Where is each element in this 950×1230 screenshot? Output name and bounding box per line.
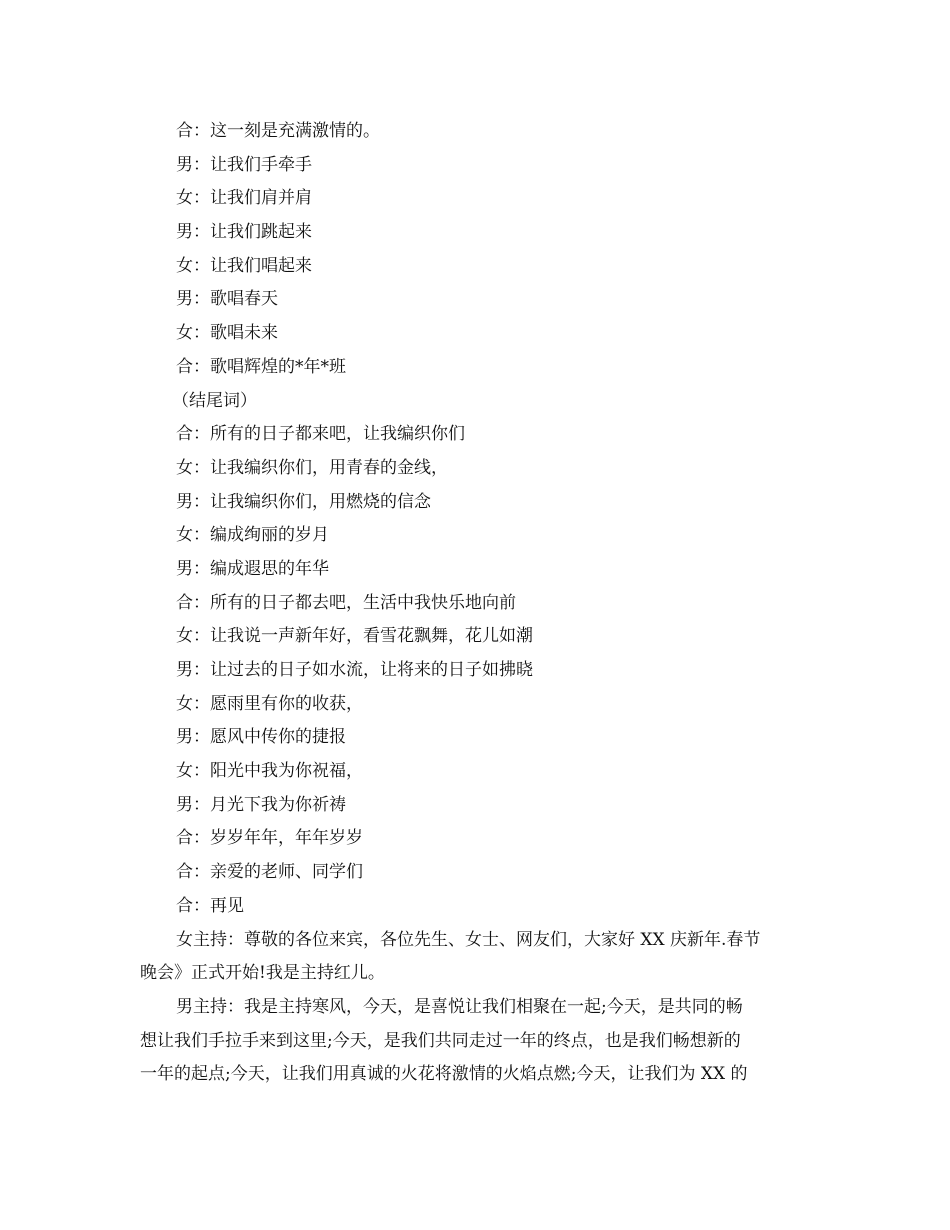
script-line: 男：编成遐思的年华 [176, 558, 329, 579]
script-line: 合：亲爱的老师、同学们 [176, 862, 363, 883]
paragraph-line: 晚会》正式开始!我是主持红儿。 [140, 963, 385, 984]
script-line: 女：让我说一声新年好，看雪花飘舞，花儿如潮 [176, 626, 533, 647]
paragraph-line: 想让我们手拉手来到这里;今天，是我们共同走过一年的终点，也是我们畅想新的 [140, 1030, 741, 1051]
script-line: 女：阳光中我为你祝福， [176, 761, 363, 782]
host-paragraph [140, 991, 816, 1092]
script-line: 合：这一刻是充满激情的。 [176, 121, 380, 141]
script-line: 男：月光下我为你祈祷 [176, 794, 346, 815]
script-line: 合：所有的日子都来吧，让我编织你们 [176, 424, 465, 445]
script-line: 合：再见 [176, 895, 244, 916]
script-line: 女：编成绚丽的岁月 [176, 525, 329, 546]
paragraph-line: 一年的起点;今天，让我们用真诚的火花将激情的火焰点燃;今天，让我们为 XX 的 [140, 1064, 748, 1085]
script-line: 女：愿雨里有你的收获， [176, 693, 363, 714]
script-line: 男：愿风中传你的捷报 [176, 727, 346, 748]
host-paragraph [140, 924, 816, 991]
script-line: 合：歌唱辉煌的*年*班 [176, 356, 346, 377]
script-line: 男：歌唱春天 [176, 289, 278, 310]
script-line: 男：让过去的日子如水流，让将来的日子如拂晓 [176, 660, 533, 680]
script-line: 男：让我编织你们，用燃烧的信念 [176, 491, 431, 512]
script-line: 合：所有的日子都去吧，生活中我快乐地向前 [176, 592, 516, 613]
section-heading: （结尾词） [172, 390, 257, 411]
paragraph-line: 女主持：尊敬的各位来宾，各位先生、女士、网友们，大家好 XX 庆新年.春节 [176, 929, 761, 950]
script-line: 合：岁岁年年，年年岁岁 [176, 828, 363, 849]
script-line: 女：歌唱未来 [176, 323, 278, 344]
script-line: 女：让我编织你们，用青春的金线， [176, 457, 448, 478]
script-line: 男：让我们跳起来 [176, 222, 312, 243]
script-line: 女：让我们唱起来 [176, 255, 312, 276]
script-line: 女：让我们肩并肩 [176, 188, 312, 209]
document-body [140, 115, 816, 1092]
script-line: 男：让我们手牵手 [176, 154, 312, 175]
paragraph-line: 男主持：我是主持寒风，今天，是喜悦让我们相聚在一起;今天，是共同的畅 [176, 996, 743, 1017]
